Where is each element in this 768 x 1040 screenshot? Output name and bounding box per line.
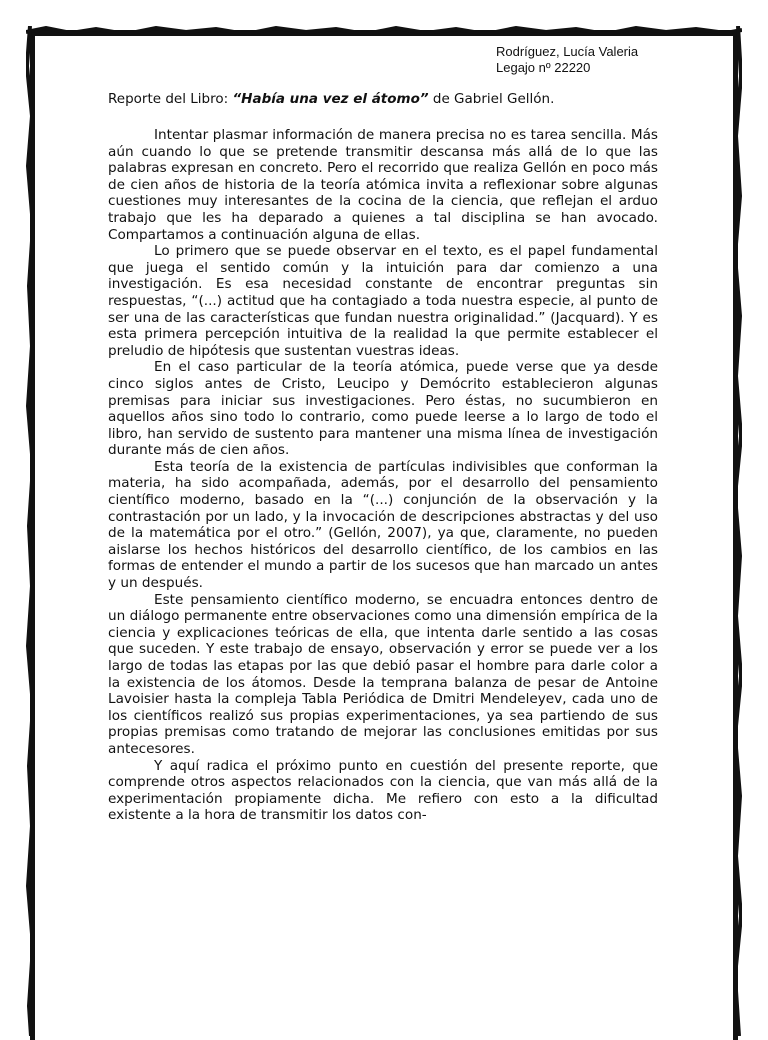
title-prefix: Reporte del Libro: xyxy=(108,91,233,107)
book-title: “Había una vez el átomo” xyxy=(232,91,429,107)
author-block xyxy=(496,44,638,76)
report-title xyxy=(108,91,668,107)
author-name: Rodríguez, Lucía Valeria xyxy=(496,44,639,59)
legajo-number: Legajo nº 22220 xyxy=(496,60,591,75)
paragraph-3: En el caso particular de la teoría atómica, puede verse que ya desde cinco siglos antes de Cristo, Leucipo y Demócrito establecieron algunas premisas para iniciar sus investigaciones. Pero éstas, no sucumbieron en aquellos años sino todo lo contrario, como puede leerse a lo largo de todo el libro, han servido de sustento para mantener una misma línea de investigación durante más de cien años. xyxy=(108,359,658,459)
paragraph-4: Esta teoría de la existencia de partículas indivisibles que conforman la materia, ha sido acompañada, además, por el desarrollo del pensamiento científico moderno, basado en la “(...) conjunción de la observación y la contrastación por un lado, y la invocación de descripciones abstractas y del uso de la matemática por el otro.” (Gellón, 2007), ya que, claramente, no pueden aislarse los hechos históricos del desarrollo científico, de los cambios en las formas de entender el mundo a partir de los sucesos que han marcado un antes y un después. xyxy=(108,458,658,592)
paragraph-1: Intentar plasmar información de manera precisa no es tarea sencilla. Más aún cuando lo que se pretende transmitir descansa más allá de lo que las palabras expresan en concreto. Pero el recorrido que realiza Gellón en poco más de cien años de historia de la teoría atómica invita a reflexionar sobre algunas cuestiones muy interesantes de la cocina de la ciencia, que reflejan el arduo trabajo que les ha deparado a quienes a tal disciplina se han avocado. Compartamos a continuación alguna de ellas. xyxy=(108,127,658,243)
paragraph-6: Y aquí radica el próximo punto en cuestión del presente reporte, que comprende otros aspectos relacionados con la ciencia, que van más allá de la experimentación propiamente dicha. Me refiero con esto a la dificultad existente a la hora de transmitir los datos con- xyxy=(108,757,658,824)
paragraph-2: Lo primero que se puede observar en el texto, es el papel fundamental que juega el sentido común y la intuición para dar comienzo a una investigación. Es esa necesidad constante de encontrar preguntas sin respuestas, “(...) actitud que ha contagiado a toda nuestra especie, al punto de ser una de las características que fundan nuestra originalidad.” (Jacquard). Y es esta primera percepción intuitiva de la realidad la que permite establecer el preludio de hipótesis que sustentan vuestras ideas. xyxy=(108,243,658,359)
paragraph-5: Este pensamiento científico moderno, se encuadra entonces dentro de un diálogo permanente entre observaciones como una dimensión empírica de la ciencia y explicaciones teóricas de ella, que intenta darle sentido a las cosas que suceden. Y este trabajo de ensayo, observación y error se puede ver a los largo de todas las etapas por las que debió pasar el hombre para darle color a la existencia de los átomos. Desde la temprana balanza de pesar de Antoine Lavoisier hasta la compleja Tabla Periódica de Dmitri Mendeleyev, cada uno de los científicos realizó sus propias experimentaciones, ya sea partiendo de sus propias premisas como tratando de mejorar las conclusiones emitidas por sus antecesores. xyxy=(108,591,658,757)
report-body xyxy=(108,127,658,824)
title-suffix: de Gabriel Gellón. xyxy=(428,91,555,107)
